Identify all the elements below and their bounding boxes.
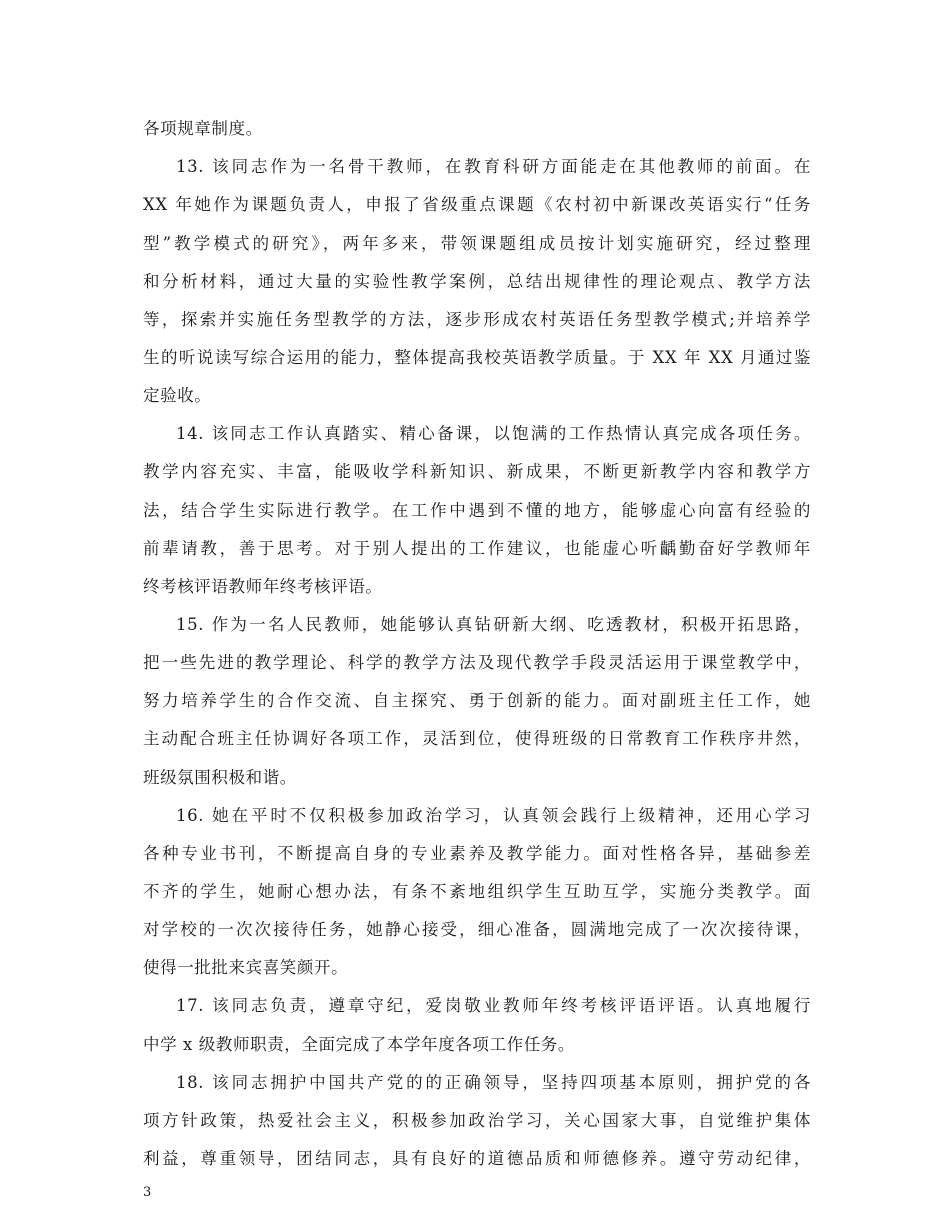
text-line: XX 年她作为课题负责人，申报了省级重点课题《农村初中新课改英语实行“任务 <box>143 195 811 214</box>
text-line: 各种专业书刊，不断提高自身的专业素养及教学能力。面对性格各异，基础参差 <box>143 844 811 863</box>
text-line: 中学 x 级教师职责，全面完成了本学年度各项工作任务。 <box>143 1035 575 1054</box>
text-line: 项方针政策，热爱社会主义，积极参加政治学习，关心国家大事，自觉维护集体 <box>143 1111 811 1130</box>
paragraph-16-start: 16. 她在平时不仅积极参加政治学习，认真领会践行上级精神，还用心学习 <box>176 806 811 825</box>
paragraph-13-start: 13. 该同志作为一名骨干教师，在教育科研方面能走在其他教师的前面。在 <box>176 157 811 176</box>
text-line: 各项规章制度。 <box>143 119 263 138</box>
paragraph-14-start: 14. 该同志工作认真踏实、精心备课，以饱满的工作热情认真完成各项任务。 <box>176 424 811 443</box>
text-line: 终考核评语教师年终考核评语。 <box>143 577 383 596</box>
text-line: 利益，尊重领导，团结同志，具有良好的道德品质和师德修养。遵守劳动纪律， <box>143 1149 811 1168</box>
text-line: 不齐的学生，她耐心想办法，有条不紊地组织学生互助互学，实施分类教学。面 <box>143 882 811 901</box>
text-line: 生的听说读写综合运用的能力，整体提高我校英语教学质量。于 XX 年 XX 月通过鉴 <box>143 348 811 367</box>
paragraph-18-start: 18. 该同志拥护中国共产党的的正确领导，坚持四项基本原则，拥护党的各 <box>176 1073 811 1092</box>
text-line: 把一些先进的教学理论、科学的教学方法及现代教学手段灵活运用于课堂教学中， <box>143 653 811 672</box>
paragraph-15-start: 15. 作为一名人民教师，她能够认真钻研新大纲、吃透教材，积极开拓思路， <box>176 615 811 634</box>
text-line: 法，结合学生实际进行教学。在工作中遇到不懂的地方，能够虚心向富有经验的 <box>143 501 811 520</box>
text-line: 和分析材料，通过大量的实验性教学案例，总结出规律性的理论观点、教学方法 <box>143 272 811 291</box>
text-line: 努力培养学生的合作交流、自主探究、勇于创新的能力。面对副班主任工作，她 <box>143 691 811 710</box>
text-line: 班级氛围积极和谐。 <box>143 768 297 787</box>
text-line: 使得一批批来宾喜笑颜开。 <box>143 958 349 977</box>
text-line: 定验收。 <box>143 386 212 405</box>
text-line: 等，探索并实施任务型教学的方法，逐步形成农村英语任务型教学模式;并培养学 <box>143 310 811 329</box>
text-line: 型”教学模式的研究》，两年多来，带领课题组成员按计划实施研究，经过整理 <box>143 234 811 253</box>
text-line: 教学内容充实、丰富，能吸收学科新知识、新成果，不断更新教学内容和教学方 <box>143 462 811 481</box>
text-line: 对学校的一次次接待任务，她静心接受，细心准备，圆满地完成了一次次接待课， <box>143 920 811 939</box>
text-line: 主动配合班主任协调好各项工作，灵活到位，使得班级的日常教育工作秩序井然， <box>143 729 811 748</box>
text-line: 前辈请教，善于思考。对于别人提出的工作建议，也能虚心听齲勤奋好学教师年 <box>143 539 811 558</box>
paragraph-17-start: 17. 该同志负责，遵章守纪，爱岗敬业教师年终考核评语评语。认真地履行 <box>176 996 811 1015</box>
page-number: 3 <box>143 1185 152 1200</box>
